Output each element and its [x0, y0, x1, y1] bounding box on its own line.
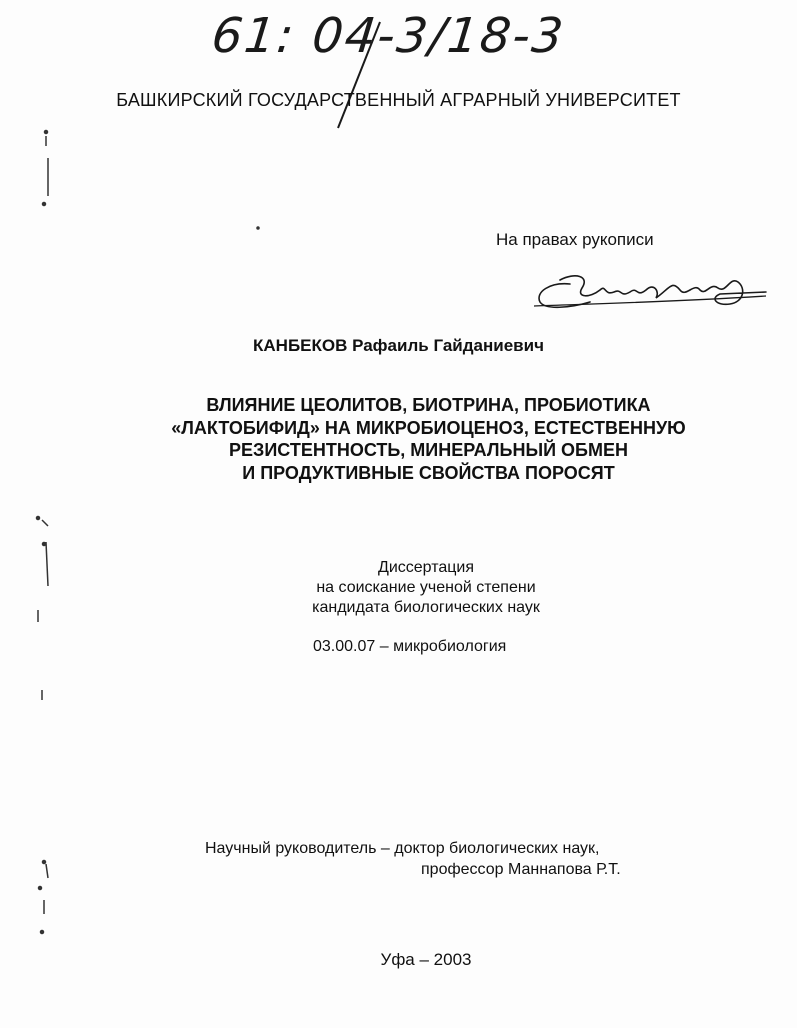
supervisor-line-1: Научный руководитель – доктор биологических наук, [205, 840, 600, 857]
dissertation-line: Диссертация [377, 559, 475, 576]
author-name: КАНБЕКОВ Рафаиль Гайданиевич [253, 336, 544, 355]
supervisor-line-2: профессор Маннапова Р.Т. [421, 861, 621, 878]
speciality-code: 03.00.07 – микробиология [313, 638, 507, 655]
handwritten-registry-number: 61: 04-3/18-3 [209, 8, 568, 64]
title-line: И ПРОДУКТИВНЫЕ СВОЙСТВА ПОРОСЯТ [242, 462, 615, 483]
dissertation-line: кандидата биологических наук [312, 599, 540, 616]
title-line: «ЛАКТОБИФИД» НА МИКРОБИОЦЕНОЗ, ЕСТЕСТВЕННУЮ [171, 417, 686, 438]
dissertation-line: на соискание ученой степени [316, 579, 536, 596]
title-line: ВЛИЯНИЕ ЦЕОЛИТОВ, БИОТРИНА, ПРОБИОТИКА [206, 395, 651, 415]
university-name: БАШКИРСКИЙ ГОСУДАРСТВЕННЫЙ АГРАРНЫЙ УНИВЕРСИТЕТ [116, 90, 681, 110]
title-line: РЕЗИСТЕНТНОСТЬ, МИНЕРАЛЬНЫЙ ОБМЕН [229, 440, 628, 460]
city-year: Уфа – 2003 [380, 950, 472, 969]
rights-note: На правах рукописи [496, 230, 654, 249]
